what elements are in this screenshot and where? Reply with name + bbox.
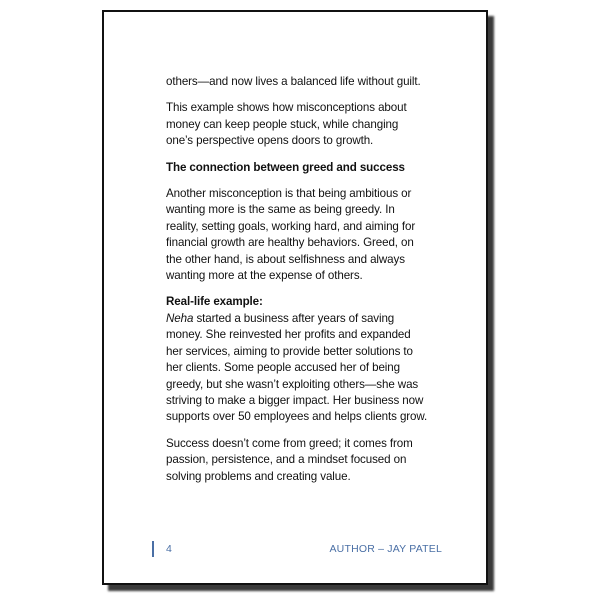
example-label: Real-life example: [166,295,263,309]
page-number: 4 [166,543,172,555]
footer-accent-bar [152,541,154,557]
book-page [102,10,488,585]
paragraph-success: Success doesn’t come from greed; it comes from passion, persistence, and a mindset focused on solving problems and creating value. [166,436,413,483]
paragraph-misconceptions: This example shows how misconceptions about money can keep people stuck, while changing one’s perspective opens doors to growth. [166,101,407,148]
page-body [166,74,428,495]
paragraph-ambition: Another misconception is that being ambitious or wanting more is the same as being greedy. In reality, setting goals, working hard, and aiming for financial growth are healthy behaviors. Greed, on the other hand, is about selfishness and always wanting more at the expense of others. [166,187,416,283]
example-name: Neha [166,311,194,325]
page-footer [152,541,442,557]
section-heading: The connection between greed and success [166,160,405,174]
example-text: started a business after years of saving money. She reinvested her profits and expanded her services, aiming to provide better solutions to her clients. Some people accused her of being greedy, but she wasn’t exploiting others—she was striving to make a bigger impact. Her business now supports over 50 employees and helps clients grow. [166,311,428,424]
author-credit: AUTHOR – JAY PATEL [329,543,442,555]
paragraph-continued: others—and now lives a balanced life without guilt. [166,75,421,88]
real-life-example [166,294,428,425]
